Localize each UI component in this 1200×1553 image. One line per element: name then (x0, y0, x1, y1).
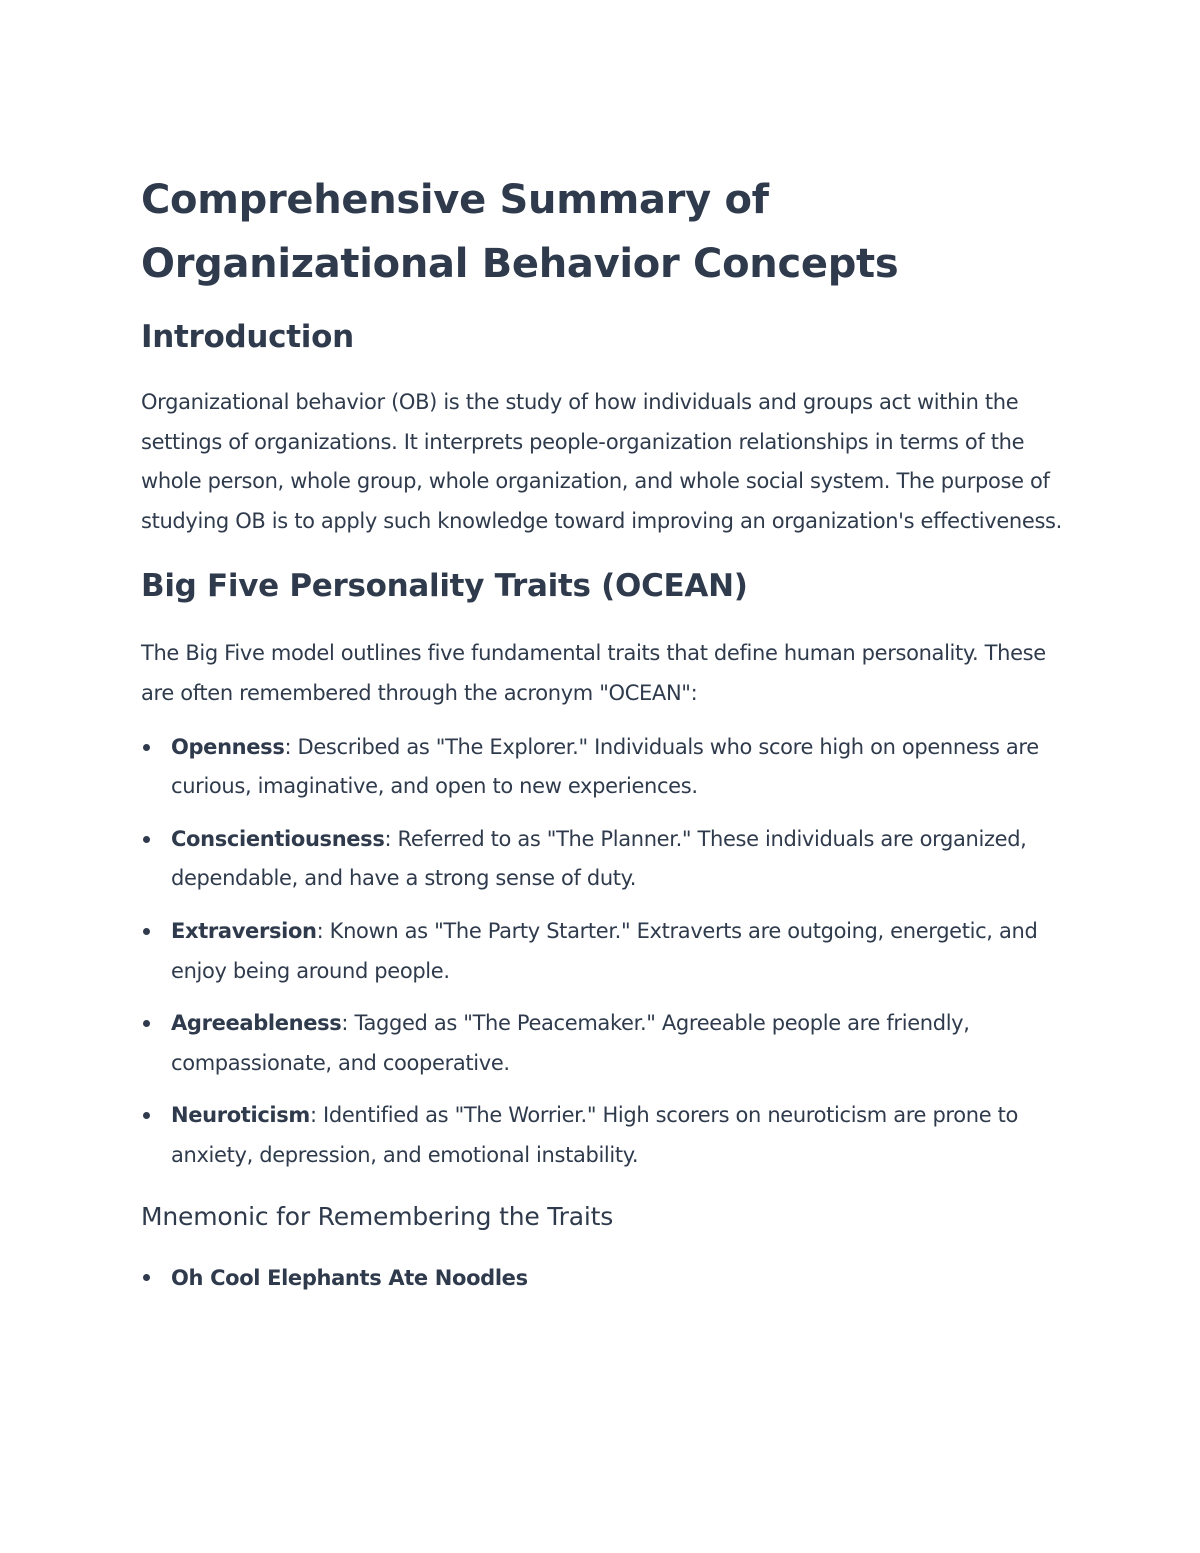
trait-term: Agreeableness (171, 1011, 342, 1036)
trait-term: Conscientiousness (171, 826, 385, 851)
trait-term: Extraversion (171, 918, 317, 943)
trait-description: : Known as "The Party Starter." Extraverts are outgoing, energetic, and enjoy being around people. (171, 918, 1038, 983)
bullet-icon (143, 1274, 150, 1281)
big-five-heading: Big Five Personality Traits (OCEAN) (141, 568, 748, 605)
bullet-icon (143, 836, 150, 843)
document-title: Comprehensive Summary of Organizational Behavior Concepts (141, 177, 899, 287)
trait-neuroticism (141, 1096, 1071, 1175)
trait-description: : Identified as "The Worrier." High scorers on neuroticism are prone to anxiety, depression, and emotional instability. (171, 1103, 1018, 1167)
trait-term: Neuroticism (171, 1103, 310, 1128)
mnemonic-text: Oh Cool Elephants Ate Noodles (171, 1265, 528, 1290)
bullet-icon (143, 744, 150, 751)
trait-openness (141, 728, 1071, 807)
trait-description: : Described as "The Explorer." Individuals who score high on openness are curious, imaginative, and open to new experiences. (171, 734, 1039, 799)
trait-description: : Referred to as "The Planner." These individuals are organized, dependable, and have a strong sense of duty. (171, 826, 1027, 891)
trait-term: Openness (171, 734, 285, 759)
bullet-icon (143, 1020, 150, 1027)
introduction-paragraph: Organizational behavior (OB) is the study of how individuals and groups act within the settings of organizations. It interprets people-organization relationships in terms of the whole person, whole group, whole organization, and whole social system. The purpose of studying OB is to apply such knowledge toward improving an organization's effectiveness. (141, 390, 1062, 533)
document-page (141, 168, 1071, 1298)
mnemonic-list (141, 1258, 1071, 1298)
traits-list (141, 728, 1071, 1176)
trait-conscientiousness (141, 820, 1071, 899)
mnemonic-item (141, 1258, 1071, 1298)
bullet-icon (143, 928, 150, 935)
bullet-icon (143, 1112, 150, 1119)
trait-agreeableness (141, 1004, 1071, 1083)
trait-description: : Tagged as "The Peacemaker." Agreeable people are friendly, compassionate, and cooperative. (171, 1011, 970, 1075)
trait-extraversion (141, 912, 1071, 991)
big-five-paragraph: The Big Five model outlines five fundamental traits that define human personality. These are often remembered through the acronym "OCEAN": (141, 641, 1046, 705)
introduction-heading: Introduction (141, 319, 354, 355)
mnemonic-heading: Mnemonic for Remembering the Traits (141, 1201, 614, 1231)
